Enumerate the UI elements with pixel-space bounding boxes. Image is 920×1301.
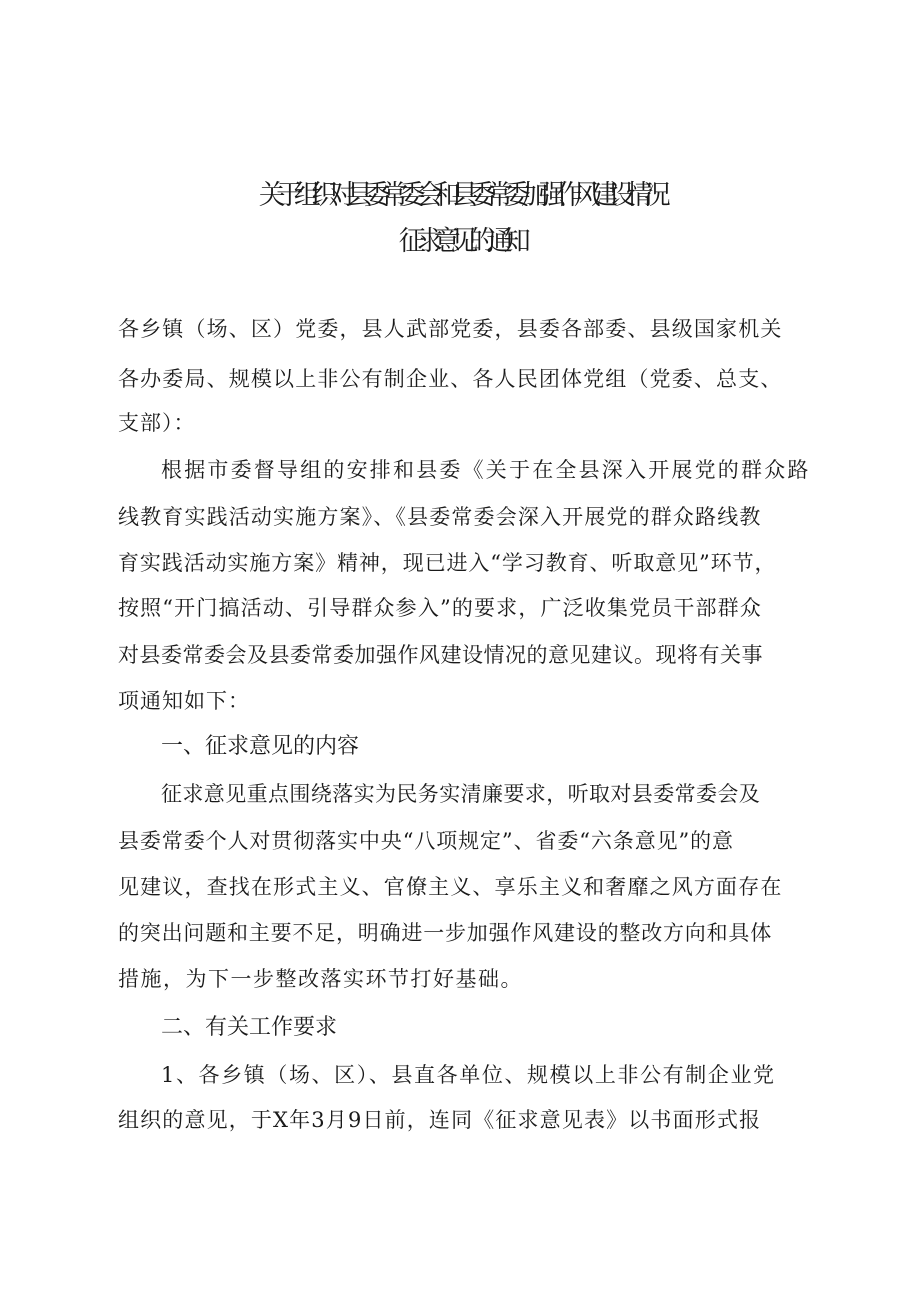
section-1-line-5: 措施，为下一步整改落实环节打好基础。	[118, 967, 523, 991]
intro-line-2: 线教育实践活动实施方案》、《县委常委会深入开展党的群众路线教	[118, 505, 762, 529]
salutation-line-1: 各乡镇（场、区）党委，县人武部党委，县委各部委、县级国家机关	[118, 317, 783, 341]
salutation-line-3: 支部）：	[118, 411, 196, 435]
section-1-heading: 一、征求意见的内容	[161, 734, 360, 759]
section-1-line-4: 的突出问题和主要不足，明确进一步加强作风建设的整改方向和具体	[118, 921, 772, 945]
intro-line-4: 按照“开门搞活动、引导群众参入”的要求，广泛收集党员干部群众	[118, 596, 762, 620]
section-1-line-1: 征求意见重点围绕落实为民务实清廉要求，听取对县委常委会及	[161, 782, 761, 806]
intro-line-5: 对县委常委会及县委常委加强作风建设情况的意见建议。现将有关事	[118, 643, 763, 667]
section-2-line-2: 组织的意见，于X年3月9日前，连同《征求意见表》以书面形式报	[118, 1108, 762, 1132]
section-2-heading: 二、有关工作要求	[161, 1015, 338, 1040]
section-2-line-1: 1、各乡镇（场、区）、县直各单位、规模以上非公有制企业党	[161, 1063, 776, 1087]
salutation-line-2: 各办委局、规模以上非公有制企业、各人民团体党组（党委、总支、	[118, 367, 783, 391]
document-title-line-2: 征求意见的通知	[398, 226, 522, 257]
intro-line-6: 项通知如下：	[118, 689, 250, 713]
section-1-line-2: 县委常委个人对贯彻落实中央“八项规定”、省委“六条意见”的意	[118, 829, 734, 853]
intro-line-1: 根据市委督导组的安排和县委《关于在全县深入开展党的群众路	[161, 458, 811, 482]
intro-line-3: 育实践活动实施方案》精神，现已进入“学习教育、听取意见”环节，	[118, 551, 777, 575]
section-1-line-3: 见建议，查找在形式主义、官僚主义、享乐主义和奢靡之风方面存在	[118, 875, 783, 899]
document-title-line-1: 关于组织对县委常委会和县委常委加强作风建设情况	[258, 180, 662, 211]
